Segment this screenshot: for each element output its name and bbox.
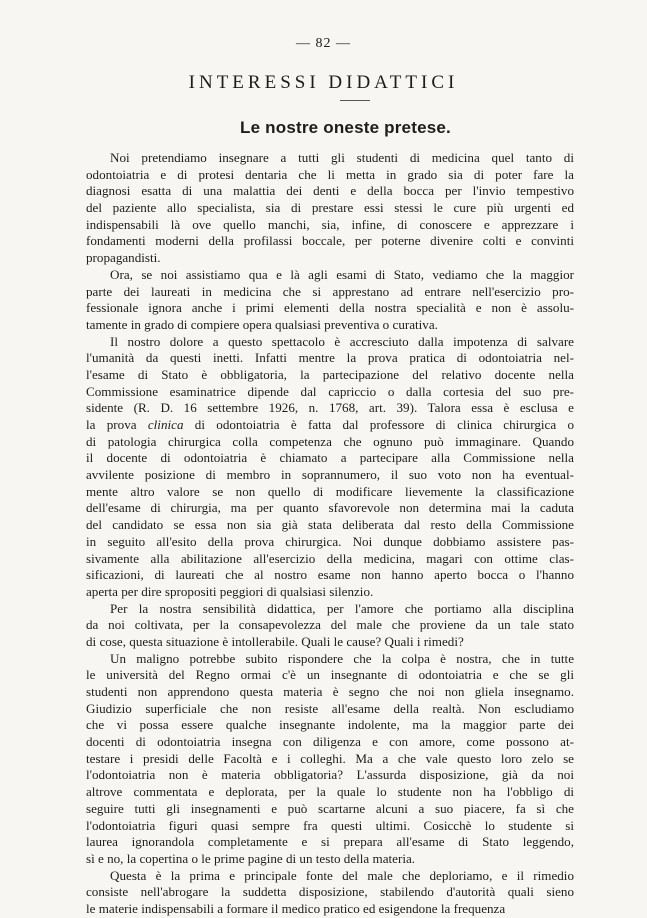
- text-line: Questa è la prima e principale fonte del male che deploriamo, e il rimedio: [110, 867, 574, 883]
- text-line: dell'esame di chirurgia, ma per quanto sfavorevole non determina mai la caduta: [86, 500, 574, 516]
- paragraph: [86, 651, 574, 868]
- text-line: diagnosi esatta di una malattia dei denti e della bocca per l'invio tempestivo: [86, 183, 574, 199]
- text-line: docenti di odontoiatria insegna con diligenza e con amore, come possono at-: [86, 734, 574, 750]
- paragraph: [86, 601, 574, 651]
- text-line: in seguito all'esito della prova chirurgica. Noi dunque dobbiamo assistere pas-: [86, 533, 574, 549]
- text-line: l'odontoiatria figuri quasi sempre fra questi ultimi. Cosicchè lo studente si: [86, 817, 574, 833]
- text-line: Il nostro dolore a questo spettacolo è accresciuto dalla impotenza di salvare: [110, 333, 574, 349]
- text-line: parte dei laureati in medicina che si apprestano ad entrare nell'esercizio pro-: [86, 283, 574, 299]
- text-line: studenti non apprendono questa materia è segno che noi non gliela insegnamo.: [86, 684, 574, 699]
- paragraph: [86, 150, 574, 267]
- text-line: sidente (R. D. 16 settembre 1926, n. 1768, art. 39). Talora essa è esclusa e: [86, 400, 574, 416]
- text-line: sivamente alla abilitazione all'esercizio della medicina, magari con ottime clas-: [86, 550, 574, 566]
- text-line: seguire tutti gli insegnamenti e può scartarne alcuni a suo piacere, fa sì che: [86, 800, 574, 816]
- text-line: odontoiatria e di protesi dentaria che li metta in grado sia di poter fare la: [86, 166, 574, 182]
- text-line: le università del Regno ormai c'è un insegnante di odontoiatria e che se gli: [86, 667, 574, 683]
- text-line: Per la nostra sensibilità didattica, per l'amore che portiamo alla disciplina: [110, 600, 574, 616]
- section-title: INTERESSI DIDATTICI: [188, 72, 459, 93]
- text-line: fessionale ignora anche i primi elementi della nostra specialità e non è assolu-: [86, 300, 574, 316]
- paragraph: [86, 267, 574, 334]
- text-line: l'odontoiatria non è materia obbligatoria? L'assurda disposizione, già da noi: [86, 767, 574, 783]
- text-line: Un maligno potrebbe subito rispondere che la colpa è nostra, che in tutte: [110, 650, 574, 666]
- text-line: mente altro valore se non quello di modificare lievemente la classificazione: [86, 483, 574, 499]
- paragraph: [86, 334, 574, 601]
- paragraph: [86, 868, 574, 918]
- article-title: Le nostre oneste pretese.: [240, 118, 451, 137]
- text-line: del candidato se essa non sia già stata deliberata dal resto della Commissione: [86, 517, 574, 533]
- text-line: Ora, se noi assistiamo qua e là agli esami di Stato, vediamo che la maggior: [110, 266, 574, 282]
- text-line: aperta per dire spropositi peggiori di qualsiasi silenzio.: [86, 583, 374, 599]
- title-divider: [340, 100, 370, 101]
- text-line: di patologia chirurgica colla competenza che ognuno può immaginare. Quando: [86, 433, 574, 449]
- text-line: l'umanità da questi inetti. Infatti mentre la prova pratica di odontoiatria nel-: [86, 350, 574, 366]
- page-number: — 82 —: [296, 36, 351, 51]
- text-line: il docente di odontoiatria è chiamato a partecipare alla Commissione nella: [86, 450, 574, 466]
- text-line: Noi pretendiamo insegnare a tutti gli studenti di medicina quel tanto di: [110, 150, 574, 165]
- text-line: la prova clinica di odontoiatria è fatta dal professore di clinica chirurgica o: [86, 417, 574, 432]
- article-body: [86, 150, 574, 918]
- text-line: di cose, questa situazione è intollerabile. Quali le cause? Quali i rimedi?: [86, 633, 464, 649]
- text-line: Commissione esaminatrice dipende dal capriccio o dalla cortesia del suo pre-: [86, 383, 574, 399]
- text-line: tamente in grado di compiere opera qualsiasi preventiva o curativa.: [86, 316, 438, 332]
- text-line: Giudizio superficiale che non resiste all'esame della realtà. Non escludiamo: [86, 700, 574, 716]
- text-line: altrove commentata e deplorata, per la quale lo studente non ha l'obbligo di: [86, 784, 574, 800]
- text-line: testare i presidi delle Facoltà e i colleghi. Ma a che vale questo loro zelo se: [86, 750, 574, 766]
- text-line: da noi coltivata, per la consapevolezza del male che proviene da un tale stato: [86, 617, 574, 633]
- text-line: sificazioni, di laureati che al nostro esame non hanno aperto bocca o l'hanno: [86, 567, 574, 583]
- text-line: che vi possa essere qualche insegnante indolente, ma la maggior parte dei: [86, 717, 574, 733]
- text-line: consiste nell'abrogare la suddetta disposizione, stabilendo d'autorità quali sieno: [86, 884, 574, 900]
- text-line: laurea ignorandola completamente e si prepara all'esame di Stato leggendo,: [86, 834, 574, 850]
- text-line: avvilente posizione di membro in soprannumero, il suo voto non ha eventual-: [86, 467, 574, 483]
- text-line: fondamenti moderni della profilassi boccale, per poterne divenire colti e convinti: [86, 233, 574, 249]
- text-line: sì e no, la copertina o le prime pagine di un testo della materia.: [86, 850, 416, 866]
- text-line: l'esame di Stato è obbligatoria, la partecipazione del relativo docente nella: [86, 366, 574, 382]
- text-line: le materie indispensabili a formare il medico pratico ed esigendone la frequenza: [86, 900, 506, 916]
- text-line: del paziente allo specialista, sia di prestare essi stessi le cure più urgenti ed: [86, 200, 574, 216]
- text-line: indispensabili là ove quello manchi, sia, infine, di conoscere e apprezzare i: [86, 216, 574, 232]
- text-line: propagandisti.: [86, 250, 161, 266]
